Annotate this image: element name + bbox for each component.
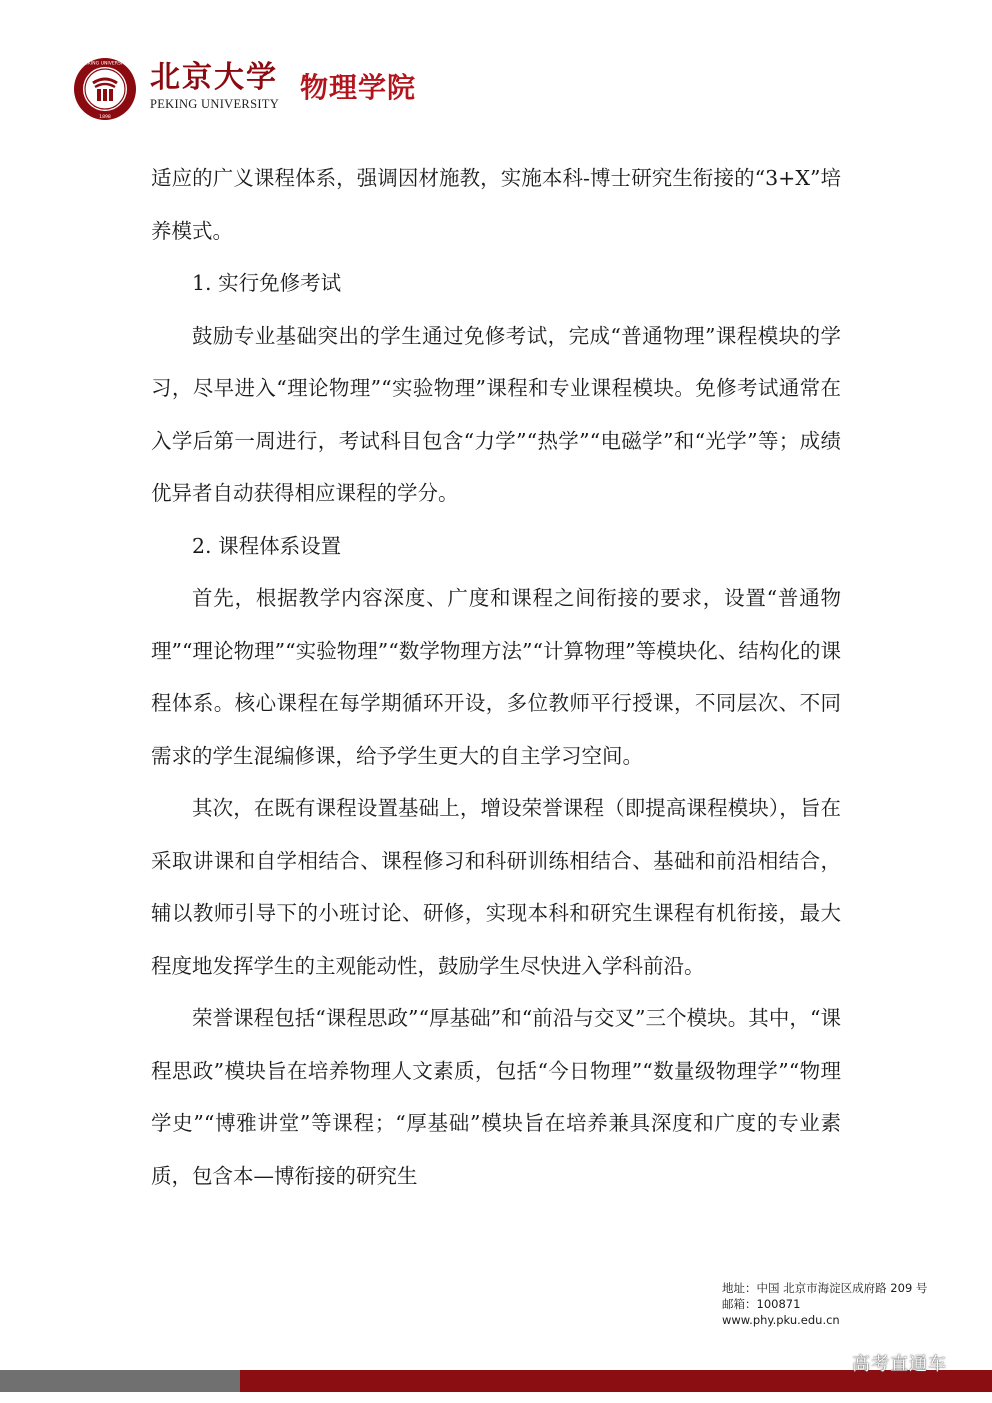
section-heading: 1. 实行免修考试 — [192, 271, 342, 295]
footer-address — [722, 1280, 927, 1328]
letterhead — [72, 56, 492, 126]
section-heading: 2. 课程体系设置 — [192, 533, 342, 558]
brand-en: PEKING UNIVERSITY — [150, 97, 280, 111]
website-line: www.phy.pku.edu.cn — [722, 1313, 840, 1327]
paragraph: 其次，在既有课程设置基础上，增设荣誉课程（即提高课程模块），旨在采取讲课和自学相结合、课程修习和科研训练相结合、基础和前沿相结合，辅以教师引导下的小班讨论、研修，实现本科和研究生课程有机衔接，最大程度地发挥学生的主观能动性，鼓励学生尽快进入学科前沿。 — [151, 796, 841, 978]
watermark: 高考直通车 — [852, 1354, 947, 1375]
svg-text:PEKING UNIVERSITY: PEKING UNIVERSITY — [82, 61, 128, 67]
address-line: 地址：中国 北京市海淀区成府路 209 号 — [722, 1281, 928, 1295]
paragraph: 荣誉课程包括“课程思政”“厚基础”和“前沿与交叉”三个模块。其中，“课程思政”模块旨在培养物理人文素质，包括“今日物理”“数量级物理学”“物理学史”“博雅讲堂”等课程；“厚基础”模块旨在培养兼具深度和广度的专业素质，包含本—博衔接的研究生 — [151, 1006, 841, 1188]
peking-university-seal-icon — [72, 56, 138, 122]
paragraph: 鼓励专业基础突出的学生通过免修考试，完成“普通物理”课程模块的学习，尽早进入“理论物理”“实验物理”课程和专业课程模块。免修考试通常在入学后第一周进行，考试科目包含“力学”“热学”“电磁学”和“光学”等；成绩优异者自动获得相应课程的学分。 — [151, 323, 841, 505]
footer-bar-gray — [0, 1370, 240, 1392]
department-name: 物理学院 — [300, 71, 417, 104]
brand-cn: 北京大学 — [150, 60, 278, 95]
footer-bar — [0, 1370, 992, 1392]
document-body — [151, 152, 841, 1202]
university-logotype — [150, 58, 279, 112]
svg-text:1898: 1898 — [99, 115, 111, 120]
postcode-line: 邮箱：100871 — [722, 1297, 801, 1311]
paragraph: 首先，根据教学内容深度、广度和课程之间衔接的要求，设置“普通物理”“理论物理”“实验物理”“数学物理方法”“计算物理”等模块化、结构化的课程体系。核心课程在每学期循环开设，多位教师平行授课，不同层次、不同需求的学生混编修课，给予学生更大的自主学习空间。 — [151, 586, 841, 768]
paragraph: 适应的广义课程体系，强调因材施教，实施本科-博士研究生衔接的“3+X”培养模式。 — [151, 166, 841, 243]
